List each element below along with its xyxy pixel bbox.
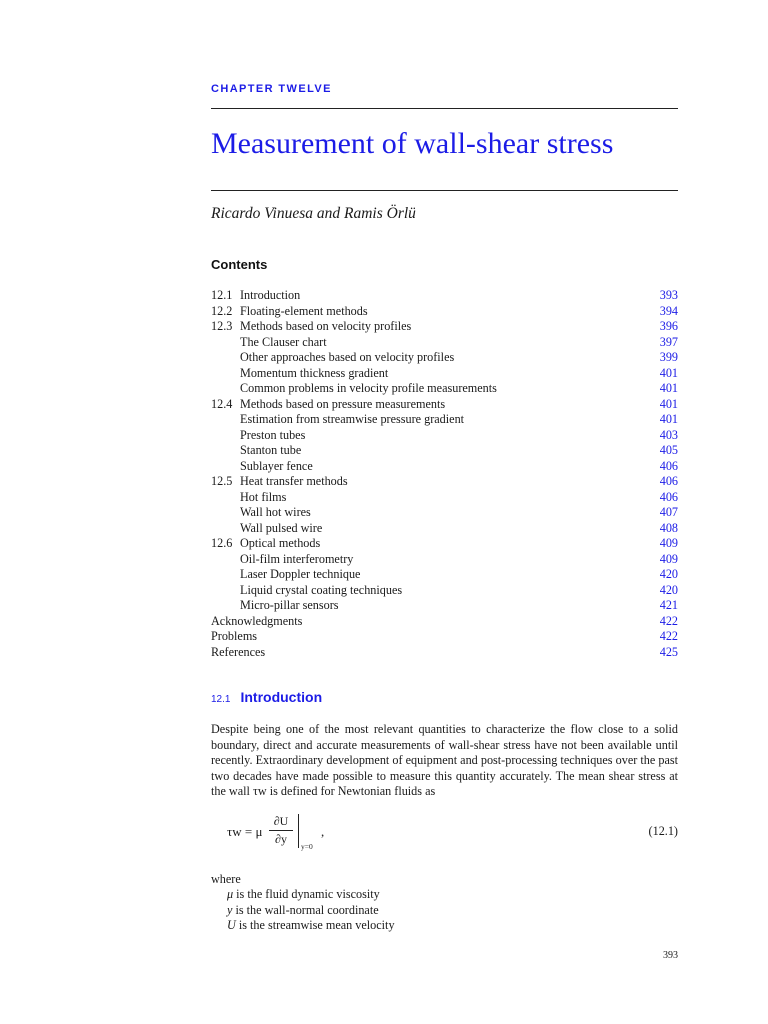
- variable-definition: [227, 903, 395, 919]
- toc-page-link[interactable]: 399: [659, 350, 678, 364]
- title-rule-bottom: [211, 190, 678, 191]
- toc-entry[interactable]: [211, 505, 678, 521]
- chapter-label: CHAPTER TWELVE: [211, 83, 332, 95]
- variable-symbol: U: [227, 918, 236, 933]
- chapter-title: Measurement of wall-shear stress: [211, 127, 614, 160]
- toc-entry-title: Common problems in velocity profile measurements: [240, 381, 497, 395]
- toc-entry[interactable]: [211, 288, 678, 304]
- contents-heading: Contents: [211, 257, 268, 272]
- toc-page-link[interactable]: 422: [659, 629, 678, 643]
- variable-definitions: [227, 887, 395, 934]
- toc-page-link[interactable]: 396: [659, 319, 678, 333]
- toc-page-link[interactable]: 406: [659, 458, 678, 473]
- toc-entry-title: Stanton tube: [240, 443, 302, 457]
- section-number: 12.1: [211, 694, 231, 705]
- toc-entry-number: 12.5: [211, 474, 233, 488]
- toc-entry[interactable]: [211, 366, 678, 382]
- toc-entry[interactable]: [211, 645, 678, 661]
- variable-symbol: y: [227, 902, 233, 917]
- evaluation-bar: [298, 814, 299, 848]
- equation-fraction: [269, 814, 293, 847]
- variable-definition: [227, 887, 395, 903]
- toc-entry-title: Momentum thickness gradient: [240, 365, 389, 380]
- toc-page-link[interactable]: 420: [659, 567, 678, 581]
- toc-entry-title: Wall pulsed wire: [240, 520, 323, 535]
- toc-entry-number: 12.6: [211, 536, 233, 550]
- toc-page-link[interactable]: 401: [659, 381, 678, 395]
- toc-entry[interactable]: [211, 397, 678, 413]
- toc-entry-title: Problems: [211, 629, 258, 643]
- section-title: Introduction: [240, 689, 323, 705]
- toc-page-link[interactable]: 394: [659, 303, 678, 318]
- toc-entry-title: Floating-element methods: [240, 303, 368, 318]
- toc-entry-title: Methods based on velocity profiles: [240, 319, 412, 333]
- toc-page-link[interactable]: 409: [659, 551, 678, 566]
- toc-entry[interactable]: [211, 567, 678, 583]
- toc-page-link[interactable]: 406: [659, 489, 678, 504]
- toc-entry[interactable]: [211, 443, 678, 459]
- toc-entry-title: Introduction: [240, 288, 301, 302]
- variable-symbol: μ: [227, 887, 234, 901]
- toc-page-link[interactable]: 420: [659, 582, 678, 597]
- equation: [211, 812, 678, 858]
- toc-entry[interactable]: [211, 521, 678, 537]
- variable-description: is the streamwise mean velocity: [235, 918, 395, 933]
- toc-entry-number: 12.2: [211, 303, 233, 318]
- toc-entry-number: 12.1: [211, 288, 233, 302]
- toc-page-link[interactable]: 397: [659, 334, 678, 349]
- toc-page-link[interactable]: 421: [659, 598, 678, 612]
- toc-page-link[interactable]: 401: [659, 365, 678, 380]
- equation-evaluated-at: y=0: [301, 842, 313, 851]
- toc-entry[interactable]: [211, 583, 678, 599]
- toc-page-link[interactable]: 405: [659, 443, 678, 457]
- toc-entry[interactable]: [211, 428, 678, 444]
- toc-page-link[interactable]: 406: [659, 474, 678, 488]
- toc-entry[interactable]: [211, 319, 678, 335]
- toc-entry-title: Methods based on pressure measurements: [240, 396, 446, 411]
- intro-paragraph: Despite being one of the most relevant quantities to characterize the flow close to a solid boundary, direct and accurate measurements of wall-shear stress have not been available until recently. Extraordinary development of equipment and post-processing techniques over the past two decades have made possible to measure this quantity accurately. The mean shear stress at the wall τw is defined for Newtonian fluids as: [211, 722, 678, 799]
- toc-entry[interactable]: [211, 614, 678, 630]
- toc-entry-title: Acknowledgments: [211, 613, 303, 628]
- equation-numerator: ∂U: [273, 814, 289, 828]
- toc-entry-title: Micro-pillar sensors: [240, 598, 339, 612]
- toc-page-link[interactable]: 425: [659, 644, 678, 659]
- toc-entry[interactable]: [211, 412, 678, 428]
- equation-comma: ,: [321, 824, 325, 839]
- toc-entry-title: Sublayer fence: [240, 458, 313, 473]
- toc-entry[interactable]: [211, 490, 678, 506]
- toc-entry-number: 12.4: [211, 396, 233, 411]
- table-of-contents: [211, 288, 678, 660]
- toc-page-link[interactable]: 422: [659, 613, 678, 628]
- toc-page-link[interactable]: 409: [659, 536, 678, 550]
- authors: Ricardo Vinuesa and Ramis Örlü: [211, 205, 416, 222]
- toc-entry[interactable]: [211, 629, 678, 645]
- toc-page-link[interactable]: 407: [659, 505, 678, 519]
- variable-definition: [227, 918, 395, 934]
- toc-page-link[interactable]: 393: [659, 288, 678, 302]
- toc-entry[interactable]: [211, 381, 678, 397]
- equation-number: (12.1): [648, 824, 678, 838]
- toc-entry[interactable]: [211, 335, 678, 351]
- toc-entry[interactable]: [211, 536, 678, 552]
- toc-entry-title: The Clauser chart: [240, 334, 327, 349]
- toc-entry-title: Laser Doppler technique: [240, 567, 361, 581]
- variable-description: is the wall-normal coordinate: [232, 902, 379, 917]
- toc-page-link[interactable]: 401: [659, 412, 678, 426]
- section-heading: [211, 689, 322, 707]
- toc-entry-title: Hot films: [240, 489, 287, 504]
- toc-entry-title: Preston tubes: [240, 427, 306, 442]
- equation-denominator: ∂y: [275, 832, 287, 846]
- toc-entry[interactable]: [211, 304, 678, 320]
- title-rule-top: [211, 108, 678, 109]
- toc-entry[interactable]: [211, 598, 678, 614]
- toc-entry-number: 12.3: [211, 319, 233, 333]
- variable-description: is the fluid dynamic viscosity: [233, 887, 380, 901]
- toc-page-link[interactable]: 403: [659, 427, 678, 442]
- toc-entry-title: Estimation from streamwise pressure gradient: [240, 412, 465, 426]
- toc-page-link[interactable]: 401: [659, 396, 678, 411]
- toc-entry-title: References: [211, 644, 266, 659]
- toc-entry[interactable]: [211, 552, 678, 568]
- toc-entry-title: Other approaches based on velocity profiles: [240, 350, 455, 364]
- toc-entry-title: Liquid crystal coating techniques: [240, 582, 403, 597]
- toc-page-link[interactable]: 408: [659, 520, 678, 535]
- toc-entry-title: Wall hot wires: [240, 505, 311, 519]
- toc-entry[interactable]: [211, 474, 678, 490]
- toc-entry-title: Optical methods: [240, 536, 321, 550]
- where-label: where: [211, 872, 241, 886]
- toc-entry[interactable]: [211, 459, 678, 475]
- page-number: 393: [663, 950, 678, 961]
- fraction-line: [269, 830, 293, 831]
- toc-entry-title: Oil-film interferometry: [240, 551, 354, 566]
- equation-lhs: τw = μ: [227, 824, 263, 839]
- toc-entry-title: Heat transfer methods: [240, 474, 348, 488]
- toc-entry[interactable]: [211, 350, 678, 366]
